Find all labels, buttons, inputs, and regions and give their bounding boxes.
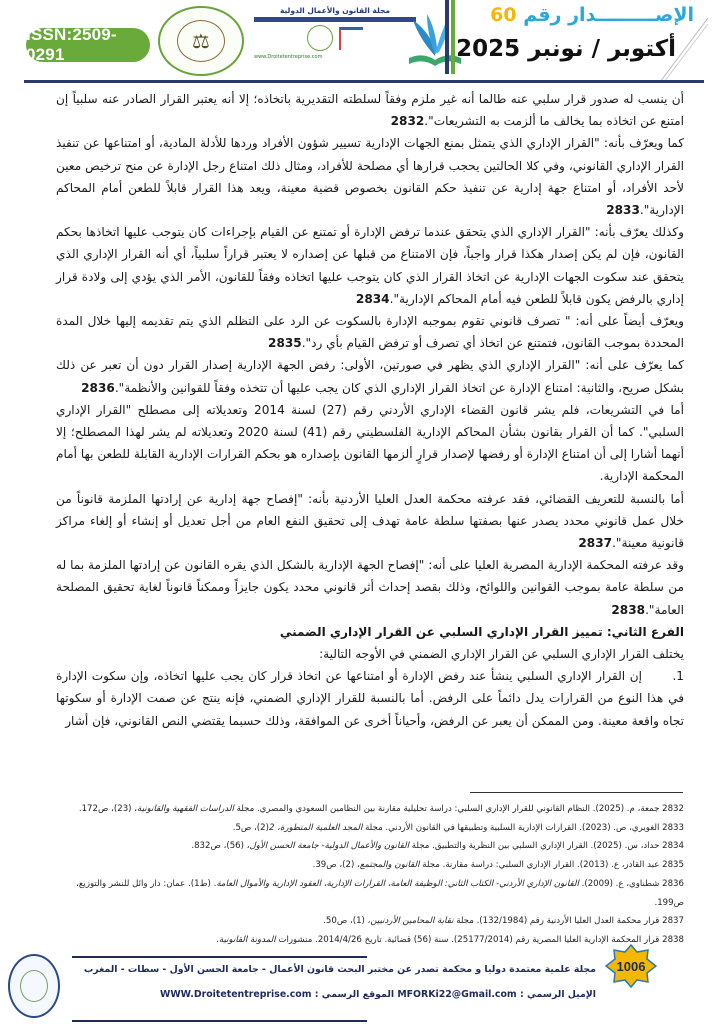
research-lab-seal-logo	[158, 6, 244, 76]
list-intro: يختلف القرار الإداري السلبي عن القرار الإداري الضمني في الأوجه التالية:	[319, 647, 684, 662]
banner-title: مجلة القانون والأعمال الدولية	[279, 6, 391, 15]
banner-url: www.Droitetentreprise.com	[254, 54, 323, 60]
footnote-ref[interactable]: 2834	[355, 291, 390, 306]
footer-divider-bottom	[72, 1020, 367, 1022]
paragraph: أما في التشريعات، فلم يشر قانون القضاء الإداري الأردني رقم (27) لسنة 2014 وتعديلاته إلى مصطلح "القرار الإداري السلبي". كما أن القرار بقانون بشأن المحاكم الإدارية الفلسطيني رقم (41) لسنة 2020 وتعديلاته لم يشر لهذا المصطلح؛ إلا أنهما أشارا إلى أن امتناع الإدارة أو رفضها لإصدار قرارٍ ألزمها القانون بإصداره هو بحكم القرارات الإدارية القابلة للطعن بها أمام المحكمة الإدارية.	[56, 402, 685, 484]
paragraph: كما ويعرّف بأنه: "القرار الإداري الذي يتمثل بمنع الجهات الإدارية تسيير شؤون الأفراد وردها للأدلة المادية، أو امتناعها عن تنفيذ القرار الإداري القانوني، وفي كلا الحالتين يحجب قرارها أي مصلحة للأفراد، ومثال ذلك امتناع رجل الإدارة عن منح ترخيص معين لأحد الأفراد، أو امتناع جهة إدارية عن تنفيذ حكم القانون بخصوص قضية معينة، ويعد هذا القرار قابلاً للطعن أمام المحاكم الإدارية".2833	[56, 136, 684, 218]
page-header	[0, 0, 724, 80]
footnote: 2832 جمعة، م. (2025). النظام القانوني للقرار الإداري السلبي: دراسة تحليلية مقارنة بين النظامين السعودي والمصري. مجلة الدراسات الفقهية والقانونية، (23)، ص172.	[78, 804, 684, 814]
issue-date: أكتوبر / نونبر 2025	[456, 36, 676, 62]
paragraph: ويعرّف أيضاً على أنه: " تصرف قانوني تقوم بموجبه الإدارة بالسكوت عن الرد على التظلم الذي يتم تقديمه إليها خلال المدة المحددة بموجب القانون، فتمتنع عن اتخاذ أي تصرف أو ترفض القيام بأي رد".2835	[56, 314, 684, 351]
footnote: 2837 قرار محكمة العدل العليا الأردنية رقم (132/1984). مجلة نقابة المحامين الأردنيين، (1)، ص50.	[323, 916, 684, 927]
page-footer	[0, 940, 724, 1024]
footnote-ref[interactable]: 2836	[81, 380, 115, 395]
header-divider	[24, 80, 704, 83]
footnote: 2833 الغويري، ص. (2023). القرارات الإدارية السلبية وتطبيقها في القانون الأردني. مجلة المجد العلمية المتطورة، 2(2)، ص5.	[232, 822, 684, 833]
footnote-ref[interactable]: 2835	[268, 336, 302, 351]
footnote: 2836 شطناوي، ع. (2009). القانون الإداري الأردني- الكتاب الثاني: الوظيفة العامة، القرارات الإدارية، العقود الإدارية والأموال العامة. (ط1). عمان: دار وائل للنشر والتوزيع، ص199.	[76, 878, 684, 908]
footnote: 2834 حداد، س. (2025). القرار الإداري السلبي بين النظرية والتطبيق. مجلة القانون والأعمال الدولية- جامعة الحسن الأول، (56)، ص832.	[191, 841, 684, 852]
page-number: 1006	[616, 958, 646, 974]
paragraph: كما يعرّف على أنه: "القرار الإداري الذي يظهر في صورتين، الأولى: رفض الجهة الإدارية إصدار القرار دون أن تعبر عن ذلك بشكل صريح، والثانية: امتناع الإدارة عن اتخاذ القرار الإداري الذي كان يجب عليها أن تتخذه وفقاً للقوانين والأنظمة".2836	[56, 358, 684, 395]
issn-badge: ISSN:2509-0291	[26, 28, 150, 62]
footer-divider-top	[72, 956, 367, 958]
seal-emblem-icon	[20, 970, 48, 1002]
journal-banner-logo	[250, 6, 420, 70]
list-number: 1.	[672, 669, 684, 684]
paragraph: وكذلك يعرّف بأنه: "القرار الإداري الذي يتحقق عندما ترفض الإدارة أو تمتنع عن القيام بإجراءات كان يتوجب عليها اتخاذها بحكم القانون، فإن لم يكن إصدار هكذا قرار واجباً، فإن الامتناع من قبلها عن إصداره لا يعتبر قراراً سلبياً، أي أنه القرار الإداري الذي يتحقق عند سكوت الجهات الإدارية عن اتخاذ القرار الذي كان يتوجب عليها اتخاذه وفقاً للقانون، الأمر الذي يؤدي إلى ولادة قرار إداري بالرفض يكون قابلاً للطعن فيه أمام المحاكم الإدارية".2834	[56, 225, 684, 306]
footnote-ref[interactable]: 2838	[611, 602, 646, 617]
decorative-diagonal-lines	[650, 14, 710, 84]
footnote-separator	[470, 792, 683, 793]
footnote-ref[interactable]: 2832	[390, 114, 425, 129]
footnote-ref[interactable]: 2833	[606, 203, 640, 218]
issue-title: الإصـــــــــدار رقم 60	[490, 4, 694, 26]
article-body	[56, 88, 684, 732]
footnotes	[56, 800, 684, 950]
numbered-list-item: 1.إن القرار الإداري السلبي ينشأ عند رفض الإدارة أو امتناعها عن اتخاذ قرار كان يجب عليها اتخاذه، وإن سكوت الإدارة في هذا النوع من القرارات يدل دائماً على الرفض. أما بالنسبة للقرار الإداري الضمني، فإنه ينتج عن صمت الإدارة أو سكوتها تجاه واقعة معينة. ومن الممكن أن يعبر عن الرفض، وأحياناً أخرى عن الموافقة، وذلك حسبما يقتضي النص القانوني، فإن أشار	[56, 665, 684, 732]
scales-of-justice-icon: ⚖	[177, 20, 225, 62]
university-logo-icon	[339, 27, 363, 50]
paragraph: وقد عرفته المحكمة الإدارية المصرية العليا على أنه: "إفصاح الجهة الإدارية بالشكل الذي يقره القانون عن إرادتها الملزمة بما له من سلطة عامة بموجب القوانين واللوائح، وذلك بقصد إحداث أثر قانوني محدد يكون جايزاً وممكناً قانوناً لغاية تحقيق المصلحة العامة".2838	[56, 558, 684, 617]
paragraph: أن ينسب له صدور قرار سلبي عنه طالما أنه غير ملزم وفقاً لسلطته التقديرية باتخاذه؛ إلا أنه يعتبر القرار الصادر عنه سلبياً إن امتنع عن اتخاذه بما يخالف ما ألزمت به التشريعات".2832	[56, 92, 684, 129]
banner-strip	[254, 17, 416, 22]
footer-contact[interactable]: الإميل الرسمي : MFORKi22@Gmail.com الموقع الرسمي : WWW.Droitetentreprise.com	[160, 989, 596, 1000]
paragraph: أما بالنسبة للتعريف القضائي، فقد عرفته محكمة العدل العليا الأردنية بأنه: "إفصاح جهة إدارية عن إرادتها الملزمة قانوناً من خلال عمل قانوني محدد يصدر عنها بصفتها سلطة عامة تهدف إلى تحقيق النفع العام من أجل تعديل أو إنشاء أو إلغاء مراكز قانونية معينة".2837	[56, 491, 684, 551]
mini-seal-icon	[307, 25, 333, 51]
footnote-ref[interactable]: 2837	[578, 536, 613, 551]
footer-seal-logo	[8, 954, 60, 1018]
footer-journal-description: مجلة علمية معتمدة دوليا و محكمة تصدر عن مختبر البحث قانون الأعمال - جامعة الحسن الأول - سطات - المغرب	[83, 964, 596, 975]
section-subheading: الفرع الثاني: تمييز القرار الإداري السلبي عن القرار الإداري الضمني	[279, 624, 684, 639]
footnote: 2835 عبد القادر، ع. (2013). القرار الإداري السلبي: دراسة مقارنة. مجلة القانون والمجتمع، (2)، ص39.	[312, 860, 684, 871]
footnote: 2838 قرار المحكمة الإدارية العليا المصرية رقم (25177/2014). سنة (56) قضائية. تاريخ 2014/4/26. منشورات المدونة القانونية.	[216, 934, 684, 945]
issue-number: 60	[490, 4, 517, 26]
